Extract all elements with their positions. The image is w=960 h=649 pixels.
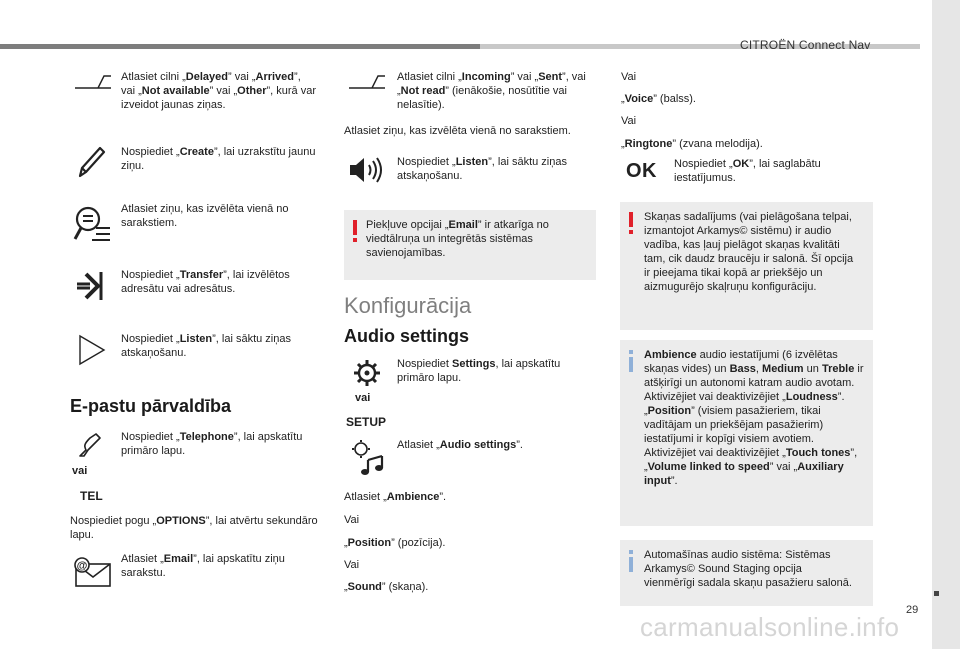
page-marker: [934, 591, 939, 596]
delayed-text: Atlasiet cilni „Delayed” vai „Arrived”, vai „Not available” vai „Other”, kurā var izveidot jaunas ziņas.: [121, 71, 316, 111]
select-list-text-2: Atlasiet ziņu, kas izvēlēta vienā no sarakstiem.: [344, 125, 571, 137]
vai-text-3: Vai: [344, 559, 360, 571]
voice-text: „Voice” (balss).: [621, 93, 696, 105]
vai-text-5: Vai: [621, 115, 637, 127]
svg-text:@: @: [76, 560, 88, 572]
email-icon: [72, 556, 114, 588]
warning-note-email: [344, 210, 596, 280]
settings-text: Nospiediet Settings, lai apskatītu primāro lapu.: [397, 358, 561, 384]
info-icon: [627, 350, 635, 372]
vai-label-2: vai: [355, 392, 371, 404]
watermark: carmanualsonline.info: [640, 612, 900, 642]
tab-icon-2: [348, 74, 386, 90]
warning-note-arkamys: [620, 202, 873, 330]
email-heading: E-pastu pārvaldība: [70, 396, 232, 416]
config-heading: Konfigurācija: [344, 293, 472, 318]
create-text: Nospiediet „Create”, lai uzrakstītu jaunu ziņu.: [121, 146, 316, 172]
speaker-icon: [348, 155, 384, 185]
message-list-icon: [72, 204, 112, 244]
vai-text-2: Vai: [344, 514, 360, 526]
incoming-text: Atlasiet cilni „Incoming” vai „Sent”, vai „Not read” (ienākošie, nosūtītie vai nelasītie).: [397, 71, 586, 111]
info-note-ambience-text: Ambience audio iestatījumi (6 izvēlētas skaņas vides) un Bass, Medium un Treble ir atšķirīgi un autonomi katram audio avotam. Aktivizējiet vai deaktivizējiet „Loudness”. „Position” (visiem pasažieriem, tikai vadītājam un priekšējam pasažierim) iestatījumi ir kopīgi visiem avotiem. Aktivizējiet vai deaktivizējiet „Touch tones”, „Volume linked to speed” vai „Auxiliary input”.: [644, 349, 864, 487]
telephone-text: Nospiediet „Telephone”, lai apskatītu primāro lapu.: [121, 431, 303, 457]
transfer-text: Nospiediet „Transfer”, lai izvēlētos adresātu vai adresātus.: [121, 269, 290, 295]
listen-text-2: Nospiediet „Listen”, lai sāktu ziņas atskaņošanu.: [397, 156, 567, 182]
ok-text: Nospiediet „OK”, lai saglabātu iestatījumus.: [674, 158, 821, 184]
info-note-arkamys-text: Automašīnas audio sistēma: Sistēmas Arkamys© Sound Staging opcija vienmērīgi sadala skaņu pasažieru salonā.: [644, 549, 852, 589]
page-number: 29: [906, 604, 919, 616]
vai-label: vai: [72, 465, 88, 477]
info-note-arkamys: [620, 540, 873, 606]
sound-text: „Sound” (skaņa).: [344, 581, 429, 593]
tab-icon: [74, 74, 112, 90]
options-text: Nospiediet pogu „OPTIONS”, lai atvērtu sekundāro lapu.: [70, 515, 318, 541]
audio-settings-text: Atlasiet „Audio settings”.: [397, 439, 523, 451]
setup-label: SETUP: [346, 415, 387, 429]
play-icon: [78, 334, 106, 366]
info-icon: [627, 550, 635, 572]
tel-label: TEL: [80, 489, 103, 503]
warning-note-email-text: Piekļuve opcijai „Email” ir atkarīga no viedtālruņa un integrētās sistēmas savienojamības.: [366, 219, 549, 259]
exclamation-icon: [351, 220, 359, 242]
gear-icon: [352, 358, 382, 388]
warning-note-arkamys-text: Skaņas sadalījums (vai pielāgošana telpai, izmantojot Arkamys© sistēmu) ir audio vadība, kas ļauj pielāgot skaņas kvalitāti tam, cik daudz braucēju ir salonā. Šī opcija ir pieejama tikai kopā ar priekšējo un aizmugurējo skaļruņu konfigurāciju.: [644, 211, 854, 293]
transfer-icon: [74, 270, 104, 302]
brand-title: CITROËN Connect Nav: [740, 38, 871, 52]
email-text: Atlasiet „Email”, lai apskatītu ziņu sarakstu.: [121, 553, 285, 579]
header-rule-dark: [0, 44, 480, 49]
position-text: „Position” (pozīcija).: [344, 537, 446, 549]
side-strip: [932, 0, 960, 649]
vai-text-4: Vai: [621, 71, 637, 83]
exclamation-icon: [627, 212, 635, 234]
audio-settings-icon: [350, 438, 386, 476]
ok-button-icon: OK: [626, 160, 657, 182]
ambience-text: Atlasiet „Ambience”.: [344, 491, 447, 503]
ringtone-text: „Ringtone” (zvana melodija).: [621, 138, 763, 150]
select-list-text: Atlasiet ziņu, kas izvēlēta vienā no sarakstiem.: [121, 203, 289, 229]
phone-icon: [76, 430, 106, 460]
listen-text: Nospiediet „Listen”, lai sāktu ziņas atskaņošanu.: [121, 333, 291, 359]
audio-settings-heading: Audio settings: [344, 326, 469, 346]
info-note-ambience: [620, 340, 873, 526]
pencil-icon: [76, 144, 106, 180]
